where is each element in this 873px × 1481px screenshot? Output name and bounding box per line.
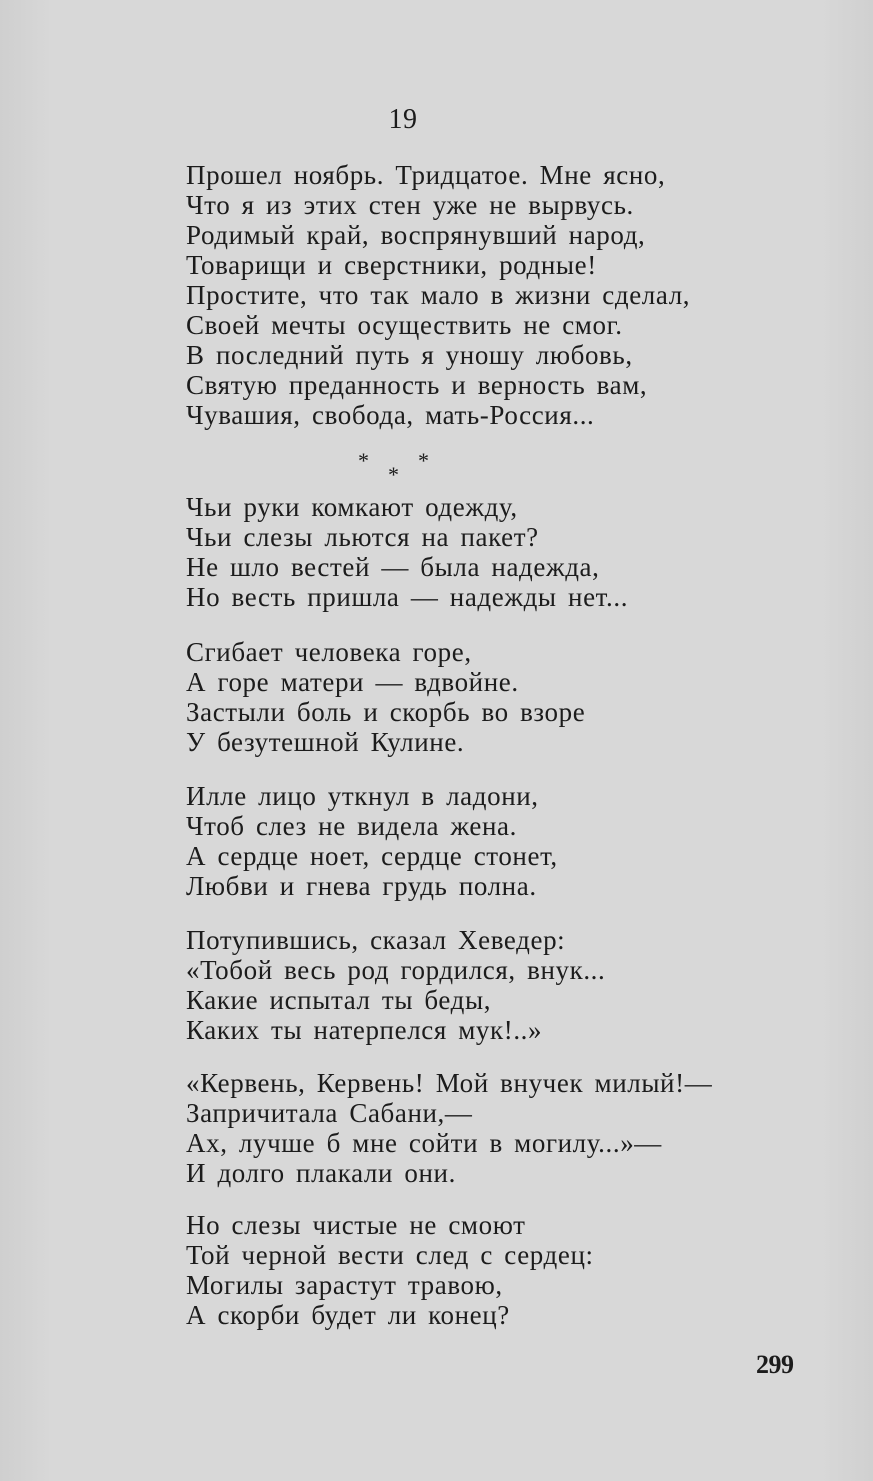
verse-line: У безутешной Кулине. xyxy=(186,727,465,757)
stanza xyxy=(186,925,826,1045)
stanza xyxy=(186,1068,826,1188)
verse-line: Но весть пришла — надежды нет... xyxy=(186,582,629,612)
verse-line: Не шло вестей — была надежда, xyxy=(186,552,600,582)
page-number: 299 xyxy=(756,1350,794,1379)
verse-line: Родимый край, воспрянувший народ, xyxy=(186,220,646,250)
verse-line: А скорби будет ли конец? xyxy=(186,1300,510,1330)
asterisk-mark: * xyxy=(388,462,399,487)
verse-line: А горе матери — вдвойне. xyxy=(186,667,519,697)
verse-line: Сгибает человека горе, xyxy=(186,637,472,667)
section-number: 19 xyxy=(388,104,418,135)
verse-line: И долго плакали они. xyxy=(186,1158,456,1188)
verse-line: Какие испытал ты беды, xyxy=(186,985,492,1015)
verse-line: Любви и гнева грудь полна. xyxy=(186,871,537,901)
intro-verse xyxy=(186,160,826,430)
verse-line: Запричитала Сабани,— xyxy=(186,1098,473,1128)
verse-line: В последний путь я уношу любовь, xyxy=(186,340,633,370)
verse-line: Прошел ноябрь. Тридцатое. Мне ясно, xyxy=(186,160,666,190)
verse-line: Могилы зарастут травою, xyxy=(186,1270,503,1300)
verse-line: «Тобой весь род гордился, внук... xyxy=(186,955,606,985)
verse-line: Застыли боль и скорбь во взоре xyxy=(186,697,586,727)
verse-line: А сердце ноет, сердце стонет, xyxy=(186,841,558,871)
verse-line: Чтоб слез не видела жена. xyxy=(186,811,517,841)
verse-line: Своей мечты осуществить не смог. xyxy=(186,310,623,340)
verse-line: Но слезы чистые не смоют xyxy=(186,1210,526,1240)
verse-line: Той черной вести след с сердец: xyxy=(186,1240,594,1270)
stanza xyxy=(186,492,826,612)
verse-line: Чьи слезы льются на пакет? xyxy=(186,522,539,552)
verse-line: Товарищи и сверстники, родные! xyxy=(186,250,597,280)
verse-line: Потупившись, сказал Хеведер: xyxy=(186,925,566,955)
verse-line: Простите, что так мало в жизни сделал, xyxy=(186,280,691,310)
asterisk-mark: * xyxy=(358,448,369,473)
verse-line: «Кервень, Кервень! Мой внучек милый!— xyxy=(186,1068,713,1098)
verse-line: Каких ты натерпелся мук!..» xyxy=(186,1015,543,1045)
stanza xyxy=(186,1210,826,1330)
stanza xyxy=(186,781,826,901)
asterisk-mark: * xyxy=(418,448,429,473)
stanza xyxy=(186,637,826,757)
verse-line: Илле лицо уткнул в ладони, xyxy=(186,781,539,811)
verse-line: Святую преданность и верность вам, xyxy=(186,370,648,400)
verse-line: Чьи руки комкают одежду, xyxy=(186,492,518,522)
verse-line: Что я из этих стен уже не вырвусь. xyxy=(186,190,634,220)
verse-line: Ах, лучше б мне сойти в могилу...»— xyxy=(186,1128,662,1158)
asterism-divider xyxy=(352,446,442,486)
verse-line: Чувашия, свобода, мать-Россия... xyxy=(186,400,595,430)
